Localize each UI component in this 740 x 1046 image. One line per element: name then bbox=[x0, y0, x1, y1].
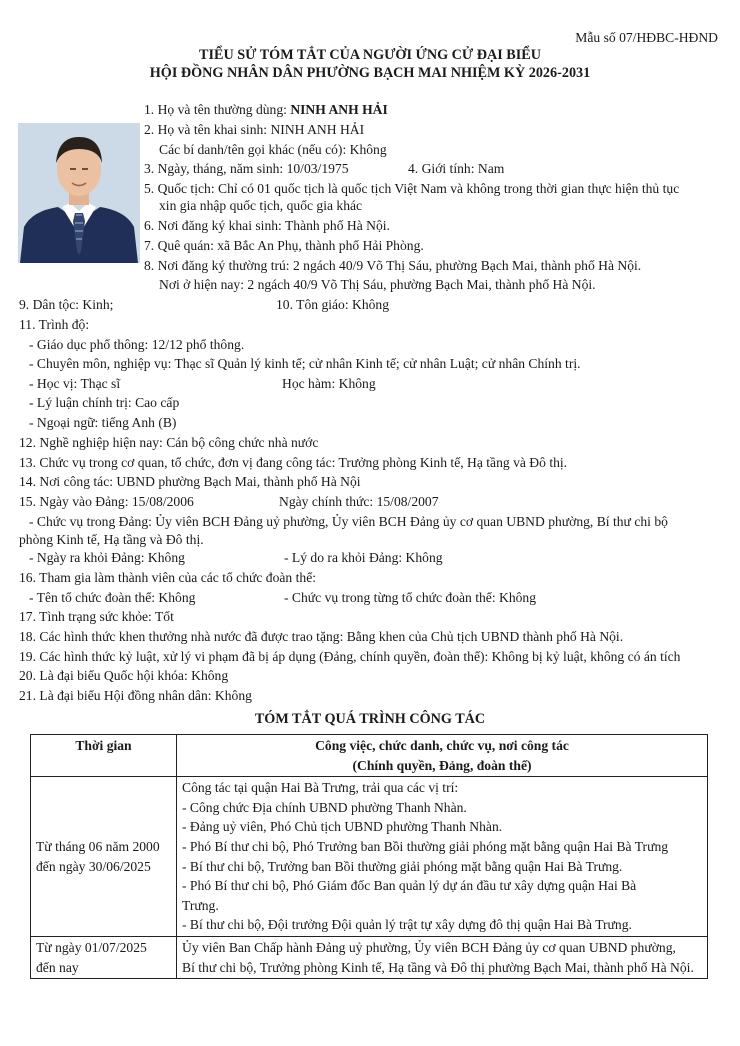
education-specialty: - Chuyên môn, nghiệp vụ: Thạc sĩ Quản lý kinh tế; cử nhân Kinh tế; cử nhân Luật; cử nhân Chính trị. bbox=[29, 356, 581, 371]
item-11-education: 11. Trình độ: bbox=[19, 317, 90, 332]
row-1-job bbox=[177, 777, 708, 937]
item-19-discipline: 19. Các hình thức kỷ luật, xử lý vi phạm đã bị áp dụng (Đảng, chính quyền, đoàn thể): Không bị kỷ luật, không có án tích bbox=[19, 649, 681, 664]
row-1-line: Trưng. bbox=[182, 897, 219, 913]
item-3-birth-date: 3. Ngày, tháng, năm sinh: 10/03/1975 bbox=[144, 161, 349, 176]
item-5-nationality: 5. Quốc tịch: Chỉ có 01 quốc tịch là quốc tịch Việt Nam và không trong thời gian thực hiện thủ tục bbox=[144, 181, 680, 196]
work-history-title: TÓM TẮT QUÁ TRÌNH CÔNG TÁC bbox=[254, 711, 486, 727]
item-10-religion: 10. Tôn giáo: Không bbox=[276, 297, 390, 312]
row-1-line: - Phó Bí thư chi bộ, Phó Giám đốc Ban quản lý dự án đầu tư xây dựng quận Hai Bà bbox=[182, 878, 637, 894]
row-2-line: Ủy viên Ban Chấp hành Đảng uỷ phường, Ủy viên BCH Đảng ủy cơ quan UBND phường, bbox=[182, 939, 676, 955]
item-8-permanent-residence: 8. Nơi đăng ký thường trú: 2 ngách 40/9 Võ Thị Sáu, phường Bạch Mai, thành phố Hà Nội. bbox=[144, 258, 642, 273]
item-2-alias: Các bí danh/tên gọi khác (nếu có): Không bbox=[159, 142, 387, 157]
organization-name: - Tên tổ chức đoàn thể: Không bbox=[29, 590, 196, 605]
document-title-line1: TIỂU SỬ TÓM TẮT CỦA NGƯỜI ỨNG CỬ ĐẠI BIỂU bbox=[199, 47, 541, 63]
education-degree: - Học vị: Thạc sĩ bbox=[29, 376, 121, 391]
form-code: Mẫu số 07/HĐBC-HĐND bbox=[575, 30, 718, 45]
party-position-cont: phòng Kinh tế, Hạ tầng và Đô thị. bbox=[19, 532, 204, 547]
row-1-period-end: đến ngày 30/06/2025 bbox=[36, 858, 151, 874]
row-1-period bbox=[31, 777, 177, 937]
document-title-line2: HỘI ĐỒNG NHÂN DÂN PHƯỜNG BẠCH MAI NHIỆM KỲ 2026-2031 bbox=[149, 65, 591, 81]
party-official-date: Ngày chính thức: 15/08/2007 bbox=[279, 494, 439, 509]
item-1-common-name bbox=[144, 100, 388, 120]
candidate-name: NINH ANH HẢI bbox=[290, 102, 388, 117]
item-12-occupation: 12. Nghề nghiệp hiện nay: Cán bộ công chức nhà nước bbox=[19, 435, 319, 450]
row-2-period bbox=[31, 936, 177, 978]
item-5-nationality-cont: xin gia nhập quốc tịch, quốc gia khác bbox=[159, 198, 363, 213]
item-18-awards: 18. Các hình thức khen thưởng nhà nước đã được trao tặng: Bằng khen của Chủ tịch UBND thành phố Hà Nội. bbox=[19, 629, 624, 644]
item-17-health: 17. Tình trạng sức khỏe: Tốt bbox=[19, 609, 174, 624]
education-general: - Giáo dục phổ thông: 12/12 phổ thông. bbox=[29, 337, 245, 352]
row-2-period-start: Từ ngày 01/07/2025 bbox=[36, 939, 147, 955]
column-header-job-line1: Công việc, chức danh, chức vụ, nơi công tác bbox=[315, 738, 569, 753]
education-political-theory: - Lý luận chính trị: Cao cấp bbox=[29, 395, 180, 410]
column-header-job-line2: (Chính quyền, Đảng, đoàn thể) bbox=[352, 757, 532, 773]
row-1-line: Công tác tại quận Hai Bà Trưng, trải qua các vị trí: bbox=[182, 780, 459, 796]
item-20-national-assembly: 20. Là đại biểu Quốc hội khóa: Không bbox=[19, 668, 229, 683]
item-1-label: 1. Họ và tên thường dùng: bbox=[144, 102, 291, 117]
row-1-line: - Công chức Địa chính UBND phường Thanh Nhàn. bbox=[182, 799, 467, 815]
row-2-job bbox=[177, 936, 708, 978]
education-language: - Ngoại ngữ: tiếng Anh (B) bbox=[29, 415, 177, 430]
party-leave-reason: - Lý do ra khỏi Đảng: Không bbox=[284, 550, 443, 565]
table-row bbox=[31, 936, 708, 978]
row-2-period-end: đến nay bbox=[36, 959, 79, 975]
item-15-party-join-date: 15. Ngày vào Đảng: 15/08/2006 bbox=[19, 494, 194, 509]
item-13-position: 13. Chức vụ trong cơ quan, tổ chức, đơn vị đang công tác: Trưởng phòng Kinh tế, Hạ tầng và Đô thị. bbox=[19, 455, 568, 470]
party-leave-date: - Ngày ra khỏi Đảng: Không bbox=[29, 550, 185, 565]
row-1-line: - Bí thư chi bộ, Trưởng ban Bồi thường giải phóng mặt bằng quận Hai Bà Trưng. bbox=[182, 858, 623, 874]
item-16-organizations: 16. Tham gia làm thành viên của các tổ chức đoàn thể: bbox=[19, 570, 317, 585]
candidate-photo bbox=[18, 123, 140, 263]
item-14-workplace: 14. Nơi công tác: UBND phường Bạch Mai, thành phố Hà Nội bbox=[19, 474, 361, 489]
row-1-line: - Phó Bí thư chi bộ, Phó Trưởng ban Bồi thường giải phóng mặt bằng quận Hai Bà Trưng bbox=[182, 838, 669, 854]
item-9-ethnicity: 9. Dân tộc: Kinh; bbox=[19, 297, 114, 312]
item-6-birth-registration: 6. Nơi đăng ký khai sinh: Thành phố Hà Nội. bbox=[144, 218, 390, 233]
work-history-table bbox=[30, 734, 708, 979]
organization-position: - Chức vụ trong từng tổ chức đoàn thể: Không bbox=[284, 590, 537, 605]
table-row bbox=[31, 777, 708, 937]
item-7-hometown: 7. Quê quán: xã Bắc An Phụ, thành phố Hải Phòng. bbox=[144, 238, 424, 253]
table-header-row bbox=[31, 735, 708, 777]
item-2-birth-name: 2. Họ và tên khai sinh: NINH ANH HẢI bbox=[144, 122, 365, 137]
party-position: - Chức vụ trong Đảng: Ủy viên BCH Đảng uỷ phường, Ủy viên BCH Đảng ủy cơ quan UBND phường, Bí thư chi bộ bbox=[29, 514, 668, 529]
item-8-current-residence: Nơi ở hiện nay: 2 ngách 40/9 Võ Thị Sáu, phường Bạch Mai, thành phố Hà Nội. bbox=[159, 277, 596, 292]
portrait-illustration bbox=[18, 123, 140, 263]
column-header-job bbox=[177, 735, 708, 777]
column-header-time: Thời gian bbox=[31, 735, 177, 777]
row-1-line: - Đảng uỷ viên, Phó Chủ tịch UBND phường Thanh Nhàn. bbox=[182, 819, 503, 835]
item-4-gender: 4. Giới tính: Nam bbox=[408, 161, 505, 176]
row-1-line: - Bí thư chi bộ, Đội trưởng Đội quản lý trật tự xây dựng đô thị quận Hai Bà Trưng. bbox=[182, 917, 632, 933]
row-1-period-start: Từ tháng 06 năm 2000 bbox=[36, 838, 160, 854]
row-2-line: Bí thư chi bộ, Trưởng phòng Kinh tế, Hạ tầng và Đô thị phường Bạch Mai, thành phố Hà Nội. bbox=[182, 959, 694, 975]
item-21-peoples-council: 21. Là đại biểu Hội đồng nhân dân: Không bbox=[19, 688, 252, 703]
education-academic-title: Học hàm: Không bbox=[282, 376, 376, 391]
